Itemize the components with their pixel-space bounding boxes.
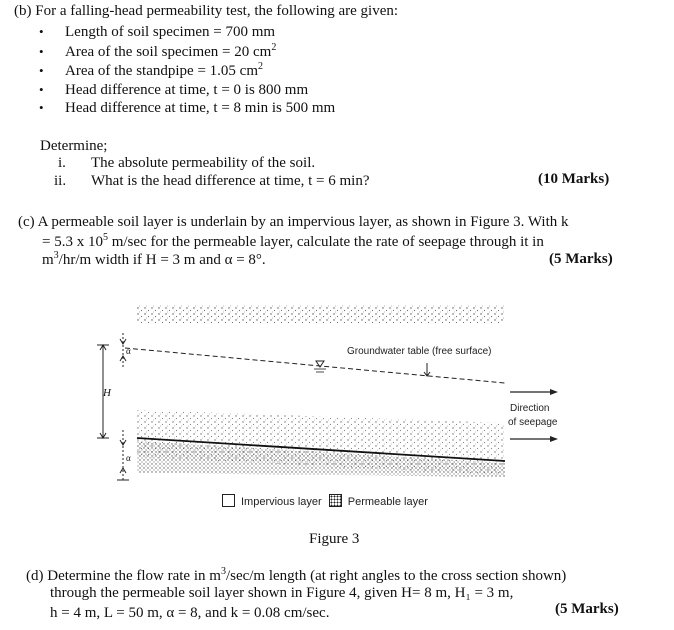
part-c-line1: (c) A permeable soil layer is underlain by an impervious layer, as shown in Figure 3. With k <box>18 214 569 230</box>
permeable-legend-swatch <box>329 494 342 507</box>
figure-legend <box>222 494 428 508</box>
bullet-length: • Length of soil specimen = 700 mm <box>65 23 275 41</box>
impervious-legend-label: Impervious layer <box>241 496 322 508</box>
ground-surface <box>137 305 505 323</box>
alpha-label-bottom: α <box>126 453 131 463</box>
permeable-legend-label: Permeable layer <box>347 496 428 508</box>
item-ii-text: What is the head difference at time, t = 6 min? <box>91 173 370 189</box>
groundwater-label: Groundwater table (free surface) <box>347 346 492 357</box>
item-ii-num: ii. <box>54 173 67 189</box>
item-i-text: The absolute permeability of the soil. <box>91 155 316 171</box>
bullet-head-t8: • Head difference at time, t = 8 min is 500 mm <box>65 99 335 117</box>
figure-3-diagram <box>95 295 575 490</box>
direction-label-1: Direction <box>510 403 550 414</box>
part-c-line2: = 5.3 x $10^5$ m/sec for the permeable layer, calculate the rate of seepage through it in <box>42 232 544 250</box>
part-c-marks: (5 Marks) <box>549 251 613 267</box>
part-b-marks: (10 Marks) <box>538 171 610 187</box>
bullet-head-t0: • Head difference at time, t = 0 is 800 mm <box>65 81 308 99</box>
part-d-line3: h = 4 m, L = 50 m, α = 8, and k = 0.08 cm/sec. <box>50 605 330 621</box>
alpha-label-top: α <box>126 346 131 356</box>
part-c-line3: $m^3/hr/m$ width if H = 3 m and α = 8°. <box>42 250 266 268</box>
figure-caption: Figure 3 <box>309 531 360 547</box>
water-level-symbol <box>314 361 430 376</box>
h-label: H <box>103 387 111 399</box>
part-d-line2: through the permeable soil layer shown in Figure 4, given H= 8 m, H₁ = 3 m, <box>50 585 514 601</box>
item-i-num: i. <box>58 155 66 171</box>
part-d-marks: (5 Marks) <box>555 601 619 617</box>
bullet-area-standpipe: • Area of the standpipe = 1.05 $cm^2$ <box>65 62 263 80</box>
seepage-arrows <box>510 389 558 442</box>
bullet-area-specimen: • Area of the soil specimen = 20 $cm^2$ <box>65 43 276 61</box>
impervious-legend-swatch <box>222 494 235 507</box>
determine-heading: Determine; <box>40 138 108 154</box>
part-d-line1: (d) Determine the flow rate in $m^3/\sec/m$ length (at right angles to the cross section shown) <box>26 566 567 584</box>
direction-label-2: of seepage <box>508 417 558 428</box>
part-b-intro: (b) For a falling-head permeability test, the following are given: <box>14 3 399 19</box>
